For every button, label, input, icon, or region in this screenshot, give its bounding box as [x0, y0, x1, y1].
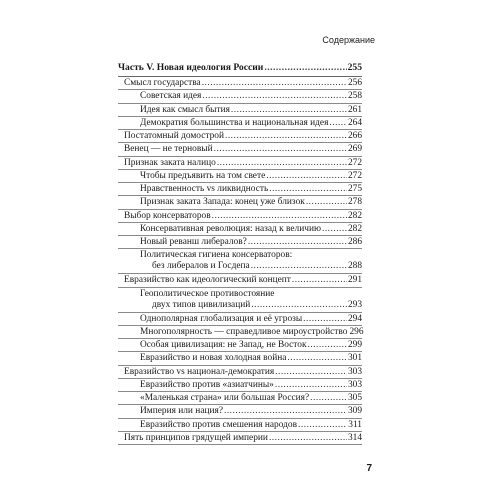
toc-entry [118, 183, 362, 196]
toc-entry [118, 366, 362, 379]
toc-entry-title: Советская идея [140, 91, 202, 102]
toc-entry-page: 286 [347, 237, 362, 247]
dot-leader [306, 196, 347, 208]
toc-entry-page: 272 [347, 170, 362, 181]
toc-entry-title: Признак заката налицо [124, 157, 216, 168]
toc-entry [118, 313, 362, 326]
toc-entry-page: 291 [347, 275, 362, 286]
toc-entry-page: 288 [347, 261, 362, 272]
toc-entry-title: Евразийство vs национал-демократия [124, 366, 275, 377]
toc-entry-page: 275 [347, 184, 362, 194]
dot-leader [202, 90, 347, 102]
toc-part-heading [118, 60, 362, 77]
toc-entry-page: 311 [348, 419, 362, 430]
toc-entry-title: «Маленькая страна» или большая Россия? [140, 393, 310, 403]
dot-leader [214, 143, 347, 155]
dot-leader [212, 210, 347, 222]
toc-entry-title: Консервативная революция: назад к величию [140, 223, 321, 234]
toc-entry-title: Евразийство и новая холодная война [140, 353, 287, 364]
dot-leader [275, 366, 347, 378]
dot-leader [266, 170, 347, 182]
dot-leader [248, 236, 347, 248]
toc-entry-page: 272 [347, 157, 362, 168]
toc-entry [118, 405, 362, 418]
toc-entry-line [140, 261, 362, 272]
toc-entry [118, 288, 362, 313]
toc-entry-title: Смысл государства [124, 78, 201, 88]
toc-entry-page: 282 [347, 223, 362, 234]
toc-entry-title: Постатомный домострой [124, 131, 224, 141]
toc-entry [118, 379, 362, 392]
toc-entry-title-cont: без либералов и Госдепа [152, 261, 250, 272]
toc-entry-page: 282 [347, 210, 362, 221]
toc-entry [118, 157, 362, 170]
toc-entry-title: Демократия большинства и национальная идея [140, 117, 329, 128]
dot-leader [231, 104, 347, 116]
toc-entry [118, 339, 362, 352]
toc-entry-title-cont: двух типов цивилизаций [152, 299, 251, 310]
toc-entry-title: Евразийство против смешения народов [140, 419, 298, 430]
toc-entry [118, 223, 362, 236]
toc-entry [118, 210, 362, 223]
toc-entry-page: 305 [347, 393, 362, 403]
toc-entry-title: Политическая гигиена консерваторов: [140, 250, 293, 261]
dot-leader [310, 392, 347, 404]
dot-leader [251, 300, 347, 311]
toc-entry-title: Евразийство против «азиатчины» [140, 379, 274, 390]
toc-entry [118, 274, 362, 287]
toc-entry-title: Империя или нация? [140, 406, 223, 417]
toc-entry [118, 104, 362, 117]
toc-entry-title: Идея как смысл бытия [140, 104, 230, 115]
toc-entry-title: Чтобы предъявить на том свете [140, 170, 266, 181]
toc-entry-page: 258 [347, 91, 362, 102]
toc-entry-title: Евразийство как идеологический концепт [124, 275, 291, 286]
toc-entry-page: 314 [347, 432, 362, 443]
dot-leader [287, 352, 347, 364]
toc-entry [118, 326, 362, 339]
toc-entry-page: 264 [347, 117, 362, 128]
toc-entry [118, 130, 362, 143]
toc-entry-title: Венец — не терновый [124, 144, 213, 155]
toc-entry-page: 303 [347, 366, 362, 377]
toc-entry-title: Геополитическое противостояние [140, 288, 275, 299]
toc-entry-page: 256 [347, 78, 362, 88]
dot-leader [303, 313, 347, 325]
toc-entry [118, 77, 362, 90]
toc-entry-title: Часть V. Новая идеология России [118, 62, 264, 73]
dot-leader [269, 432, 347, 444]
toc-entry [118, 249, 362, 274]
toc-entry [118, 236, 362, 249]
toc-entry-title: Особая цивилизация: не Запад, не Восток [140, 340, 307, 350]
dot-leader [322, 223, 347, 235]
dot-leader [275, 379, 347, 391]
toc-entry-title: Выбор консерваторов [124, 210, 211, 221]
toc-entry-page: 303 [347, 379, 362, 390]
toc-entry-page: 293 [347, 299, 362, 310]
toc-entry [118, 170, 362, 183]
dot-leader [251, 261, 347, 272]
dot-leader [292, 274, 347, 286]
toc-entry [118, 419, 362, 432]
toc-entry-line [140, 300, 362, 311]
toc-entry-page: 269 [347, 144, 362, 155]
toc-entry-page: 255 [347, 62, 362, 73]
table-of-contents [118, 60, 362, 445]
toc-entry-title: Многополярность — справедливое мироустройство [140, 326, 348, 337]
toc-entry-page: 301 [347, 353, 362, 364]
toc-entry [118, 196, 362, 209]
toc-entry-page: 294 [347, 313, 362, 324]
dot-leader [217, 157, 347, 169]
dot-leader [202, 77, 347, 89]
toc-entry-title: Признак заката Запада: конец уже близок [140, 197, 305, 208]
running-head: Содержание [322, 35, 375, 45]
toc-entry-title: Нравственность vs ликвидность [140, 184, 269, 194]
dot-leader [298, 419, 347, 431]
toc-entry [118, 117, 362, 130]
toc-entry [118, 432, 362, 445]
toc-entry [118, 90, 362, 103]
dot-leader [269, 183, 347, 195]
dot-leader [329, 117, 347, 129]
toc-entry-title: Однополярная глобализация и её угрозы [140, 313, 303, 324]
toc-entry-page: 278 [347, 197, 362, 208]
toc-entry [118, 352, 362, 365]
toc-entry-page: 299 [347, 340, 362, 350]
dot-leader [264, 60, 346, 76]
toc-entry-title: Новый реванш либералов? [140, 237, 247, 247]
dot-leader [224, 405, 347, 417]
dot-leader [225, 130, 347, 142]
toc-entry-title: Пять принципов грядущей империи [124, 432, 268, 443]
toc-entry-page: 261 [347, 104, 362, 115]
toc-entry-page: 296 [349, 326, 364, 337]
dot-leader [308, 339, 347, 351]
toc-entry-page: 309 [347, 406, 362, 417]
page-number: 7 [366, 463, 372, 474]
toc-entry [118, 392, 362, 405]
toc-entry [118, 143, 362, 156]
toc-entry-page: 266 [347, 131, 362, 141]
